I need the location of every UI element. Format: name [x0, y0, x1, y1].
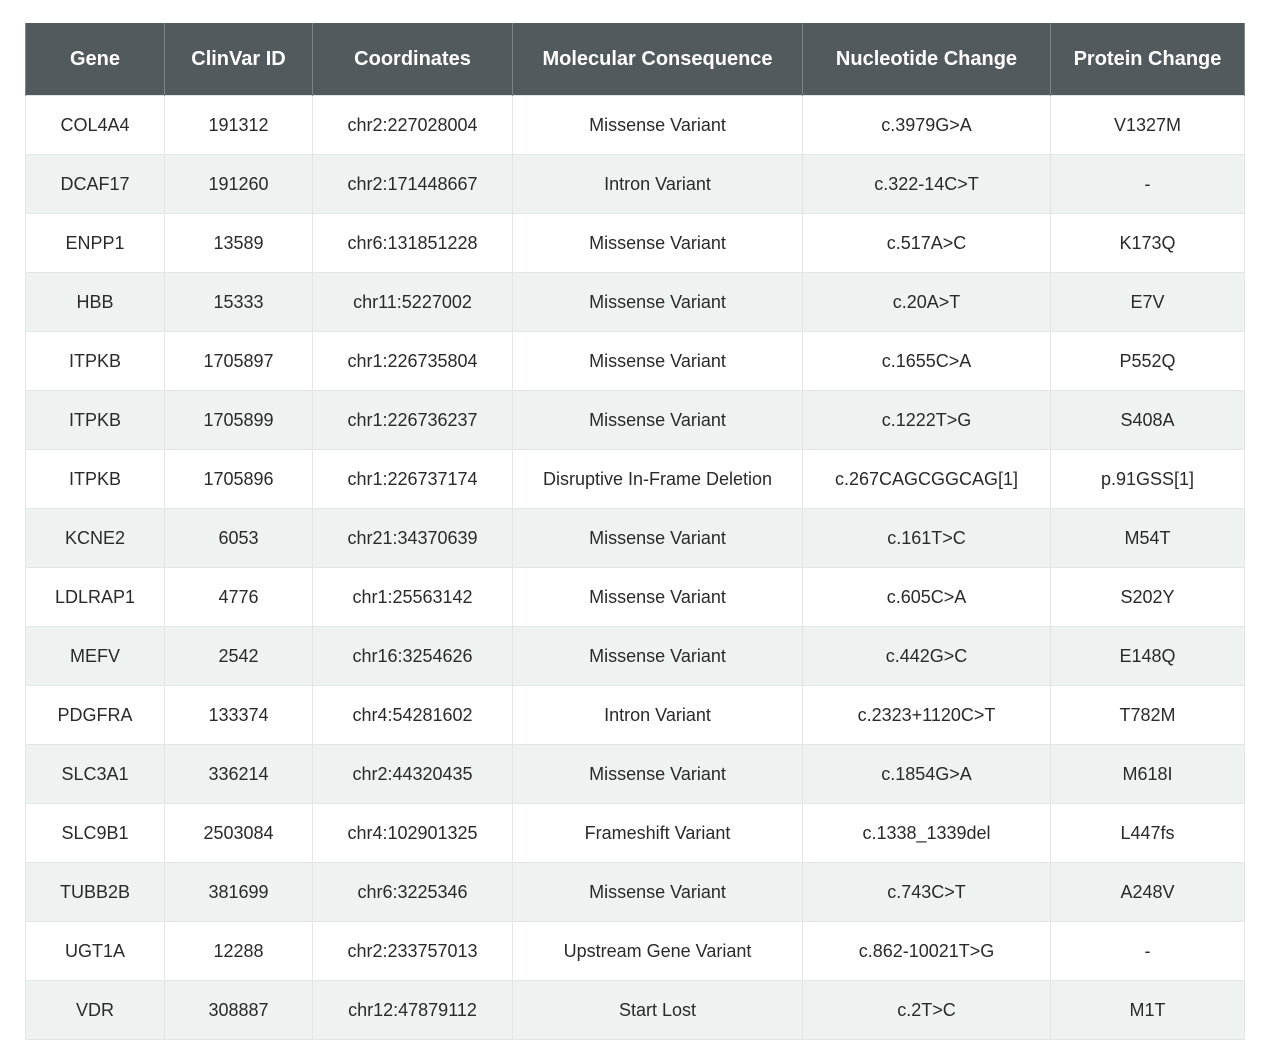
protein-change-cell: M54T: [1051, 509, 1245, 568]
coordinates-cell: chr2:227028004: [313, 96, 513, 155]
table-row: [26, 214, 1245, 273]
nucleotide-change-cell: c.20A>T: [803, 273, 1051, 332]
molecular-consequence-cell: Missense Variant: [513, 332, 803, 391]
clinvar-id-cell: 191260: [165, 155, 313, 214]
gene-cell: SLC3A1: [26, 745, 165, 804]
gene-cell: KCNE2: [26, 509, 165, 568]
gene-cell: COL4A4: [26, 96, 165, 155]
header-clinvar-id: ClinVar ID: [165, 23, 313, 96]
molecular-consequence-cell: Disruptive In-Frame Deletion: [513, 450, 803, 509]
coordinates-cell: chr16:3254626: [313, 627, 513, 686]
table-row: [26, 155, 1245, 214]
nucleotide-change-cell: c.1338_1339del: [803, 804, 1051, 863]
coordinates-cell: chr21:34370639: [313, 509, 513, 568]
nucleotide-change-cell: c.2T>C: [803, 981, 1051, 1040]
protein-change-cell: K173Q: [1051, 214, 1245, 273]
table-row: [26, 922, 1245, 981]
protein-change-cell: p.91GSS[1]: [1051, 450, 1245, 509]
table-row: [26, 804, 1245, 863]
clinvar-id-cell: 308887: [165, 981, 313, 1040]
nucleotide-change-cell: c.3979G>A: [803, 96, 1051, 155]
header-protein-change: Protein Change: [1051, 23, 1245, 96]
gene-cell: HBB: [26, 273, 165, 332]
coordinates-cell: chr6:131851228: [313, 214, 513, 273]
clinvar-id-cell: 133374: [165, 686, 313, 745]
clinvar-id-cell: 6053: [165, 509, 313, 568]
molecular-consequence-cell: Missense Variant: [513, 568, 803, 627]
table-row: [26, 686, 1245, 745]
gene-cell: ITPKB: [26, 450, 165, 509]
molecular-consequence-cell: Missense Variant: [513, 96, 803, 155]
nucleotide-change-cell: c.322-14C>T: [803, 155, 1051, 214]
clinvar-id-cell: 13589: [165, 214, 313, 273]
table-row: [26, 568, 1245, 627]
protein-change-cell: S202Y: [1051, 568, 1245, 627]
variants-table: [25, 23, 1245, 1040]
protein-change-cell: A248V: [1051, 863, 1245, 922]
header-row: [26, 23, 1245, 96]
protein-change-cell: S408A: [1051, 391, 1245, 450]
clinvar-id-cell: 191312: [165, 96, 313, 155]
table-row: [26, 96, 1245, 155]
molecular-consequence-cell: Frameshift Variant: [513, 804, 803, 863]
table-row: [26, 332, 1245, 391]
gene-cell: ENPP1: [26, 214, 165, 273]
table-row: [26, 627, 1245, 686]
clinvar-id-cell: 1705897: [165, 332, 313, 391]
nucleotide-change-cell: c.161T>C: [803, 509, 1051, 568]
molecular-consequence-cell: Missense Variant: [513, 273, 803, 332]
molecular-consequence-cell: Start Lost: [513, 981, 803, 1040]
protein-change-cell: M618I: [1051, 745, 1245, 804]
gene-cell: ITPKB: [26, 391, 165, 450]
clinvar-id-cell: 1705896: [165, 450, 313, 509]
molecular-consequence-cell: Intron Variant: [513, 686, 803, 745]
clinvar-id-cell: 381699: [165, 863, 313, 922]
header-coordinates: Coordinates: [313, 23, 513, 96]
coordinates-cell: chr2:233757013: [313, 922, 513, 981]
molecular-consequence-cell: Missense Variant: [513, 627, 803, 686]
gene-cell: LDLRAP1: [26, 568, 165, 627]
table-header: [26, 23, 1245, 96]
molecular-consequence-cell: Intron Variant: [513, 155, 803, 214]
coordinates-cell: chr4:54281602: [313, 686, 513, 745]
table-body: [26, 96, 1245, 1040]
coordinates-cell: chr2:44320435: [313, 745, 513, 804]
table-row: [26, 509, 1245, 568]
nucleotide-change-cell: c.862-10021T>G: [803, 922, 1051, 981]
nucleotide-change-cell: c.267CAGCGGCAG[1]: [803, 450, 1051, 509]
protein-change-cell: L447fs: [1051, 804, 1245, 863]
gene-cell: ITPKB: [26, 332, 165, 391]
clinvar-id-cell: 1705899: [165, 391, 313, 450]
table-row: [26, 391, 1245, 450]
coordinates-cell: chr12:47879112: [313, 981, 513, 1040]
coordinates-cell: chr1:25563142: [313, 568, 513, 627]
nucleotide-change-cell: c.605C>A: [803, 568, 1051, 627]
molecular-consequence-cell: Missense Variant: [513, 391, 803, 450]
protein-change-cell: M1T: [1051, 981, 1245, 1040]
clinvar-id-cell: 2503084: [165, 804, 313, 863]
molecular-consequence-cell: Missense Variant: [513, 214, 803, 273]
table-row: [26, 981, 1245, 1040]
gene-cell: UGT1A: [26, 922, 165, 981]
gene-cell: TUBB2B: [26, 863, 165, 922]
coordinates-cell: chr11:5227002: [313, 273, 513, 332]
gene-cell: DCAF17: [26, 155, 165, 214]
protein-change-cell: E7V: [1051, 273, 1245, 332]
clinvar-id-cell: 336214: [165, 745, 313, 804]
coordinates-cell: chr1:226737174: [313, 450, 513, 509]
header-nucleotide-change: Nucleotide Change: [803, 23, 1051, 96]
nucleotide-change-cell: c.442G>C: [803, 627, 1051, 686]
protein-change-cell: T782M: [1051, 686, 1245, 745]
nucleotide-change-cell: c.517A>C: [803, 214, 1051, 273]
gene-cell: MEFV: [26, 627, 165, 686]
gene-cell: VDR: [26, 981, 165, 1040]
molecular-consequence-cell: Upstream Gene Variant: [513, 922, 803, 981]
nucleotide-change-cell: c.1854G>A: [803, 745, 1051, 804]
molecular-consequence-cell: Missense Variant: [513, 509, 803, 568]
nucleotide-change-cell: c.1222T>G: [803, 391, 1051, 450]
clinvar-id-cell: 15333: [165, 273, 313, 332]
protein-change-cell: -: [1051, 155, 1245, 214]
nucleotide-change-cell: c.2323+1120C>T: [803, 686, 1051, 745]
protein-change-cell: P552Q: [1051, 332, 1245, 391]
gene-cell: PDGFRA: [26, 686, 165, 745]
coordinates-cell: chr4:102901325: [313, 804, 513, 863]
coordinates-cell: chr1:226736237: [313, 391, 513, 450]
table-row: [26, 450, 1245, 509]
molecular-consequence-cell: Missense Variant: [513, 863, 803, 922]
table-row: [26, 863, 1245, 922]
clinvar-id-cell: 4776: [165, 568, 313, 627]
protein-change-cell: -: [1051, 922, 1245, 981]
clinvar-id-cell: 12288: [165, 922, 313, 981]
header-molecular-consequence: Molecular Consequence: [513, 23, 803, 96]
table-row: [26, 273, 1245, 332]
nucleotide-change-cell: c.1655C>A: [803, 332, 1051, 391]
table-row: [26, 745, 1245, 804]
molecular-consequence-cell: Missense Variant: [513, 745, 803, 804]
coordinates-cell: chr6:3225346: [313, 863, 513, 922]
nucleotide-change-cell: c.743C>T: [803, 863, 1051, 922]
gene-cell: SLC9B1: [26, 804, 165, 863]
header-gene: Gene: [26, 23, 165, 96]
protein-change-cell: E148Q: [1051, 627, 1245, 686]
coordinates-cell: chr1:226735804: [313, 332, 513, 391]
coordinates-cell: chr2:171448667: [313, 155, 513, 214]
protein-change-cell: V1327M: [1051, 96, 1245, 155]
clinvar-id-cell: 2542: [165, 627, 313, 686]
